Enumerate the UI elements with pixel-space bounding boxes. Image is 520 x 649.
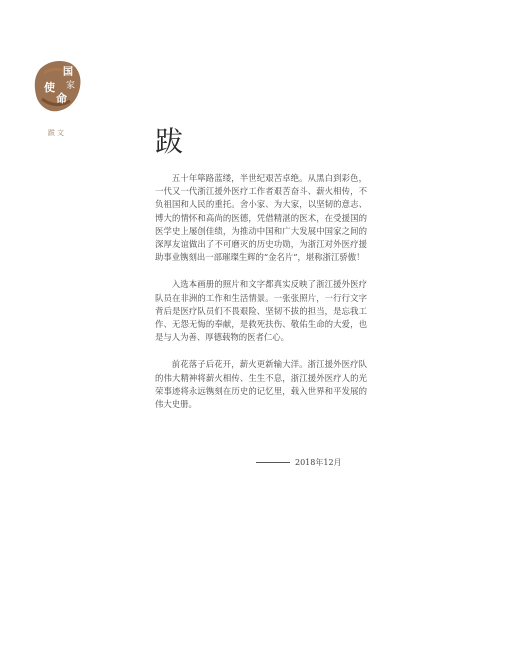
signature <box>256 457 342 468</box>
paragraph-2: 入选本画册的照片和文字都真实反映了浙江援外医疗队员在非洲的工作和生活情景。一张张照片，一行行文字背后是医疗队员们不畏艰险、坚韧不拔的担当，是忘我工作、无怨无悔的奉献，是救死扶伤、敬佑生命的大爱，也是与人为善、厚德载物的医者仁心。 <box>155 279 367 343</box>
svg-text:使: 使 <box>44 81 55 94</box>
signature-dash <box>256 462 290 463</box>
body-text <box>155 172 367 425</box>
page-title: 跋 <box>155 125 184 158</box>
paragraph-3: 前花落子后花开，薪火更新输大洋。浙江援外医疗队的伟大精神将薪火相传、生生不息，浙江援外医疗人的光荣事迹将永远镌刻在历史的记忆里，载入世界和平发展的伟大史册。 <box>155 359 367 410</box>
section-label: 跋文 <box>48 129 66 137</box>
signature-date: 2018年12月 <box>295 458 342 467</box>
national-mission-logo <box>30 55 86 115</box>
svg-text:家: 家 <box>66 81 76 91</box>
svg-text:命: 命 <box>56 92 67 105</box>
paragraph-1: 五十年筚路蓝缕，半世纪艰苦卓绝。从黑白到彩色，一代又一代浙江援外医疗工作者艰苦奋斗、薪火相传，不负祖国和人民的重托。舍小家、为大家，以坚韧的意志、博大的情怀和高尚的医德，凭借精湛的医术，在受援国的医学史上屡创佳绩，为推动中国和广大发展中国家之间的深厚友谊做出了不可磨灭的历史功勋，为浙江对外医疗援助事业镌刻出一部璀璨生辉的“金名片”，堪称浙江骄傲！ <box>155 173 367 263</box>
svg-text:国: 国 <box>63 67 73 78</box>
